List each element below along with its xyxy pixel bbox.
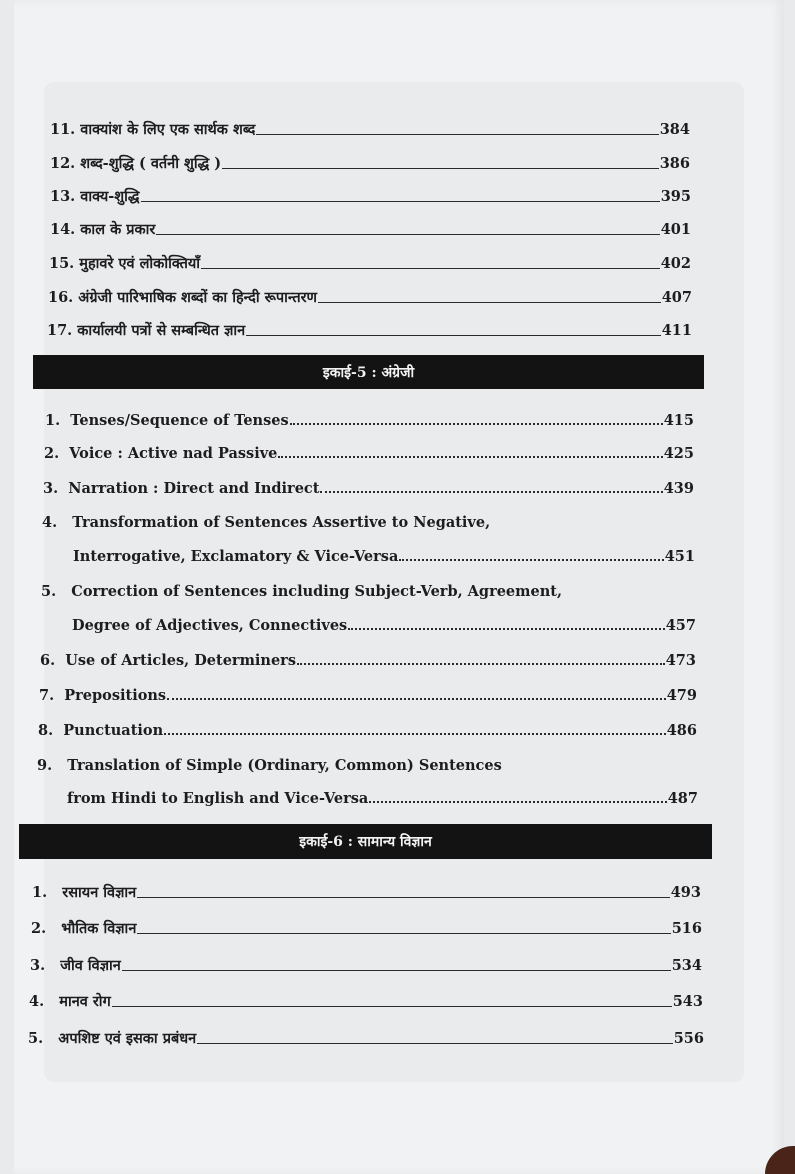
- toc-entry[interactable]: [28, 1028, 704, 1048]
- entry-page-number: 543: [672, 993, 703, 1010]
- toc-entry[interactable]: [50, 186, 691, 206]
- leader-line: [137, 897, 670, 898]
- entry-title-continued: from Hindi to English and Vice-Versa: [67, 790, 369, 807]
- entry-number: 17.: [47, 322, 73, 339]
- entry-number: 4.: [42, 514, 58, 531]
- toc-entry-continuation[interactable]: [72, 617, 696, 634]
- entry-title: Correction of Sentences including Subject-Verb, Agreement,: [71, 583, 563, 600]
- entry-number: 3.: [30, 957, 46, 974]
- leader-line: [278, 456, 662, 458]
- entry-page-number: 556: [673, 1030, 704, 1047]
- entry-number: 9.: [37, 757, 53, 774]
- toc-entry[interactable]: [29, 991, 703, 1011]
- entry-page-number: 457: [665, 617, 696, 634]
- toc-entry-first-line[interactable]: [41, 583, 562, 600]
- toc-entry[interactable]: [30, 955, 702, 975]
- entry-number: 2.: [44, 445, 60, 462]
- entry-page-number: 386: [659, 155, 690, 172]
- entry-number: 8.: [38, 722, 54, 739]
- entry-number: 12.: [50, 155, 76, 172]
- entry-number: 5.: [41, 583, 57, 600]
- entry-page-number: 534: [671, 957, 702, 974]
- entry-page-number: 487: [667, 790, 698, 807]
- entry-title-continued: Degree of Adjectives, Connectives: [72, 617, 348, 634]
- entry-number: 4.: [29, 993, 45, 1010]
- leader-line: [290, 423, 663, 425]
- toc-entry[interactable]: [49, 253, 691, 273]
- leader-line: [164, 733, 666, 735]
- entry-title: Punctuation: [63, 722, 164, 739]
- entry-page-number: 451: [664, 548, 695, 565]
- leader-line: [348, 628, 665, 630]
- leader-line: [246, 335, 661, 336]
- entry-title: Narration : Direct and Indirect: [68, 480, 320, 497]
- entry-title: जीव विज्ञान: [60, 957, 121, 974]
- entry-number: 15.: [49, 255, 75, 272]
- leader-line: [201, 268, 660, 269]
- toc-entry[interactable]: [45, 412, 694, 429]
- unit-5-header-text: इकाई-5 : अंग्रेजी: [322, 364, 415, 381]
- leader-line: [141, 201, 660, 202]
- toc-entry[interactable]: [31, 918, 702, 938]
- leader-line: [112, 1006, 672, 1007]
- entry-page-number: 415: [663, 412, 694, 429]
- leader-line: [222, 168, 659, 169]
- entry-number: 16.: [48, 289, 74, 306]
- toc-entry[interactable]: [32, 882, 701, 902]
- entry-number: 13.: [50, 188, 76, 205]
- toc-entry-first-line[interactable]: [42, 514, 490, 531]
- entry-page-number: 479: [666, 687, 697, 704]
- entry-page-number: 493: [670, 884, 701, 901]
- entry-page-number: 486: [666, 722, 697, 739]
- toc-entry[interactable]: [44, 445, 694, 462]
- toc-entry[interactable]: [50, 153, 690, 173]
- entry-title: Translation of Simple (Ordinary, Common) Sentences: [67, 757, 502, 774]
- toc-entry-continuation[interactable]: [73, 548, 695, 565]
- toc-entry[interactable]: [38, 722, 697, 739]
- entry-title: शब्द-शुद्धि ( वर्तनी शुद्धि ): [80, 155, 222, 172]
- leader-line: [137, 933, 670, 934]
- entry-page-number: 425: [663, 445, 694, 462]
- entry-page-number: 473: [665, 652, 696, 669]
- entry-page-number: 411: [661, 322, 692, 339]
- entry-number: 2.: [31, 920, 47, 937]
- entry-title: Use of Articles, Determiners: [65, 652, 296, 669]
- unit-6-header-text: इकाई-6 : सामान्य विज्ञान: [299, 834, 432, 850]
- entry-title: मुहावरे एवं लोकोक्तियाँ: [79, 255, 201, 272]
- entry-title: भौतिक विज्ञान: [61, 920, 137, 937]
- entry-page-number: 516: [671, 920, 702, 937]
- toc-entry[interactable]: [48, 287, 692, 307]
- entry-number: 5.: [28, 1030, 44, 1047]
- entry-number: 11.: [50, 121, 76, 138]
- leader-line: [318, 302, 661, 303]
- entry-page-number: 384: [659, 121, 690, 138]
- toc-entry[interactable]: [47, 320, 692, 340]
- entry-title: वाक्य-शुद्धि: [80, 188, 140, 205]
- leader-line: [320, 491, 662, 493]
- unit-5-header-bar: [33, 355, 704, 389]
- entry-title: कार्यालयी पत्रों से सम्बन्धित ज्ञान: [77, 322, 246, 339]
- toc-entry[interactable]: [39, 687, 697, 704]
- toc-entry[interactable]: [50, 219, 691, 239]
- entry-number: 14.: [50, 221, 76, 238]
- entry-page-number: 407: [661, 289, 692, 306]
- entry-title: Voice : Active nad Passive: [69, 445, 278, 462]
- leader-line: [297, 663, 665, 665]
- toc-entry[interactable]: [50, 119, 690, 139]
- entry-page-number: 402: [660, 255, 691, 272]
- entry-title: Prepositions: [64, 687, 167, 704]
- entry-title: काल के प्रकार: [80, 221, 156, 238]
- entry-page-number: 439: [663, 480, 694, 497]
- entry-title: Transformation of Sentences Assertive to Negative,: [72, 514, 491, 531]
- entry-title: रसायन विज्ञान: [62, 884, 137, 901]
- entry-number: 1.: [45, 412, 61, 429]
- entry-title-continued: Interrogative, Exclamatory & Vice-Versa: [73, 548, 399, 565]
- unit-6-header-bar: [19, 824, 712, 859]
- leader-line: [197, 1043, 672, 1044]
- entry-title: Tenses/Sequence of Tenses: [70, 412, 289, 429]
- toc-entry[interactable]: [43, 480, 694, 497]
- entry-page-number: 395: [660, 188, 691, 205]
- toc-entry-continuation[interactable]: [67, 790, 698, 807]
- entry-title: अंग्रेजी पारिभाषिक शब्दों का हिन्दी रूपान्तरण: [78, 289, 318, 306]
- toc-entry[interactable]: [40, 652, 696, 669]
- leader-line: [122, 970, 671, 971]
- entry-title: वाक्यांश के लिए एक सार्थक शब्द: [80, 121, 256, 138]
- entry-title: अपशिष्ट एवं इसका प्रबंधन: [58, 1030, 197, 1047]
- entry-number: 6.: [40, 652, 56, 669]
- toc-entry-first-line[interactable]: [37, 757, 502, 774]
- entry-number: 3.: [43, 480, 59, 497]
- leader-line: [369, 801, 666, 803]
- entry-number: 7.: [39, 687, 55, 704]
- entry-number: 1.: [32, 884, 48, 901]
- leader-line: [167, 698, 666, 700]
- entry-title: मानव रोग: [59, 993, 111, 1010]
- entry-page-number: 401: [660, 221, 691, 238]
- leader-line: [256, 134, 658, 135]
- leader-line: [156, 234, 659, 235]
- leader-line: [399, 559, 663, 561]
